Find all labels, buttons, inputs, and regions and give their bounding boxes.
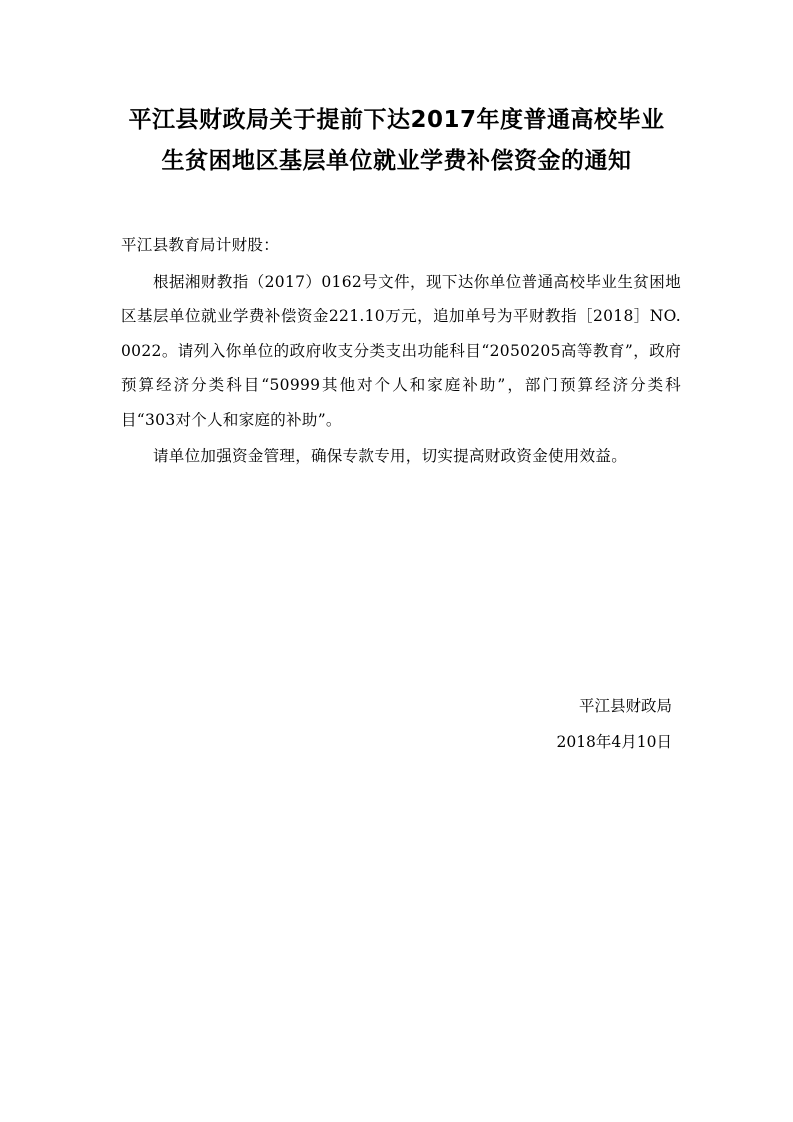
paragraph-2: 请单位加强资金管理，确保专款专用，切实提高财政资金使用效益。 [153,447,628,465]
signature-block [556,688,672,760]
salutation: 平江县教育局计财股： [121,236,280,254]
document-body [121,228,681,474]
title-line-2: 生贫困地区基层单位就业学费补偿资金的通知 [161,148,632,174]
signature-org: 平江县财政局 [578,697,672,715]
document-title [100,100,693,182]
signature-date: 2018年4月10日 [556,733,672,751]
paragraph-1: 根据湘财教指（2017）0162号文件，现下达你单位普通高校毕业生贫困地区基层单位就业学费补偿资金221.10万元，追加单号为平财教指［2018］NO. 0022。请列入你单位的政府收支分类支出功能科目“2050205高等教育”，政府预算经济分类科目“50999其他对个人和家庭补助”，部门预算经济分类科目“303对个人和家庭的补助”。 [121,272,681,429]
title-line-1: 平江县财政局关于提前下达2017年度普通高校毕业 [128,107,665,133]
